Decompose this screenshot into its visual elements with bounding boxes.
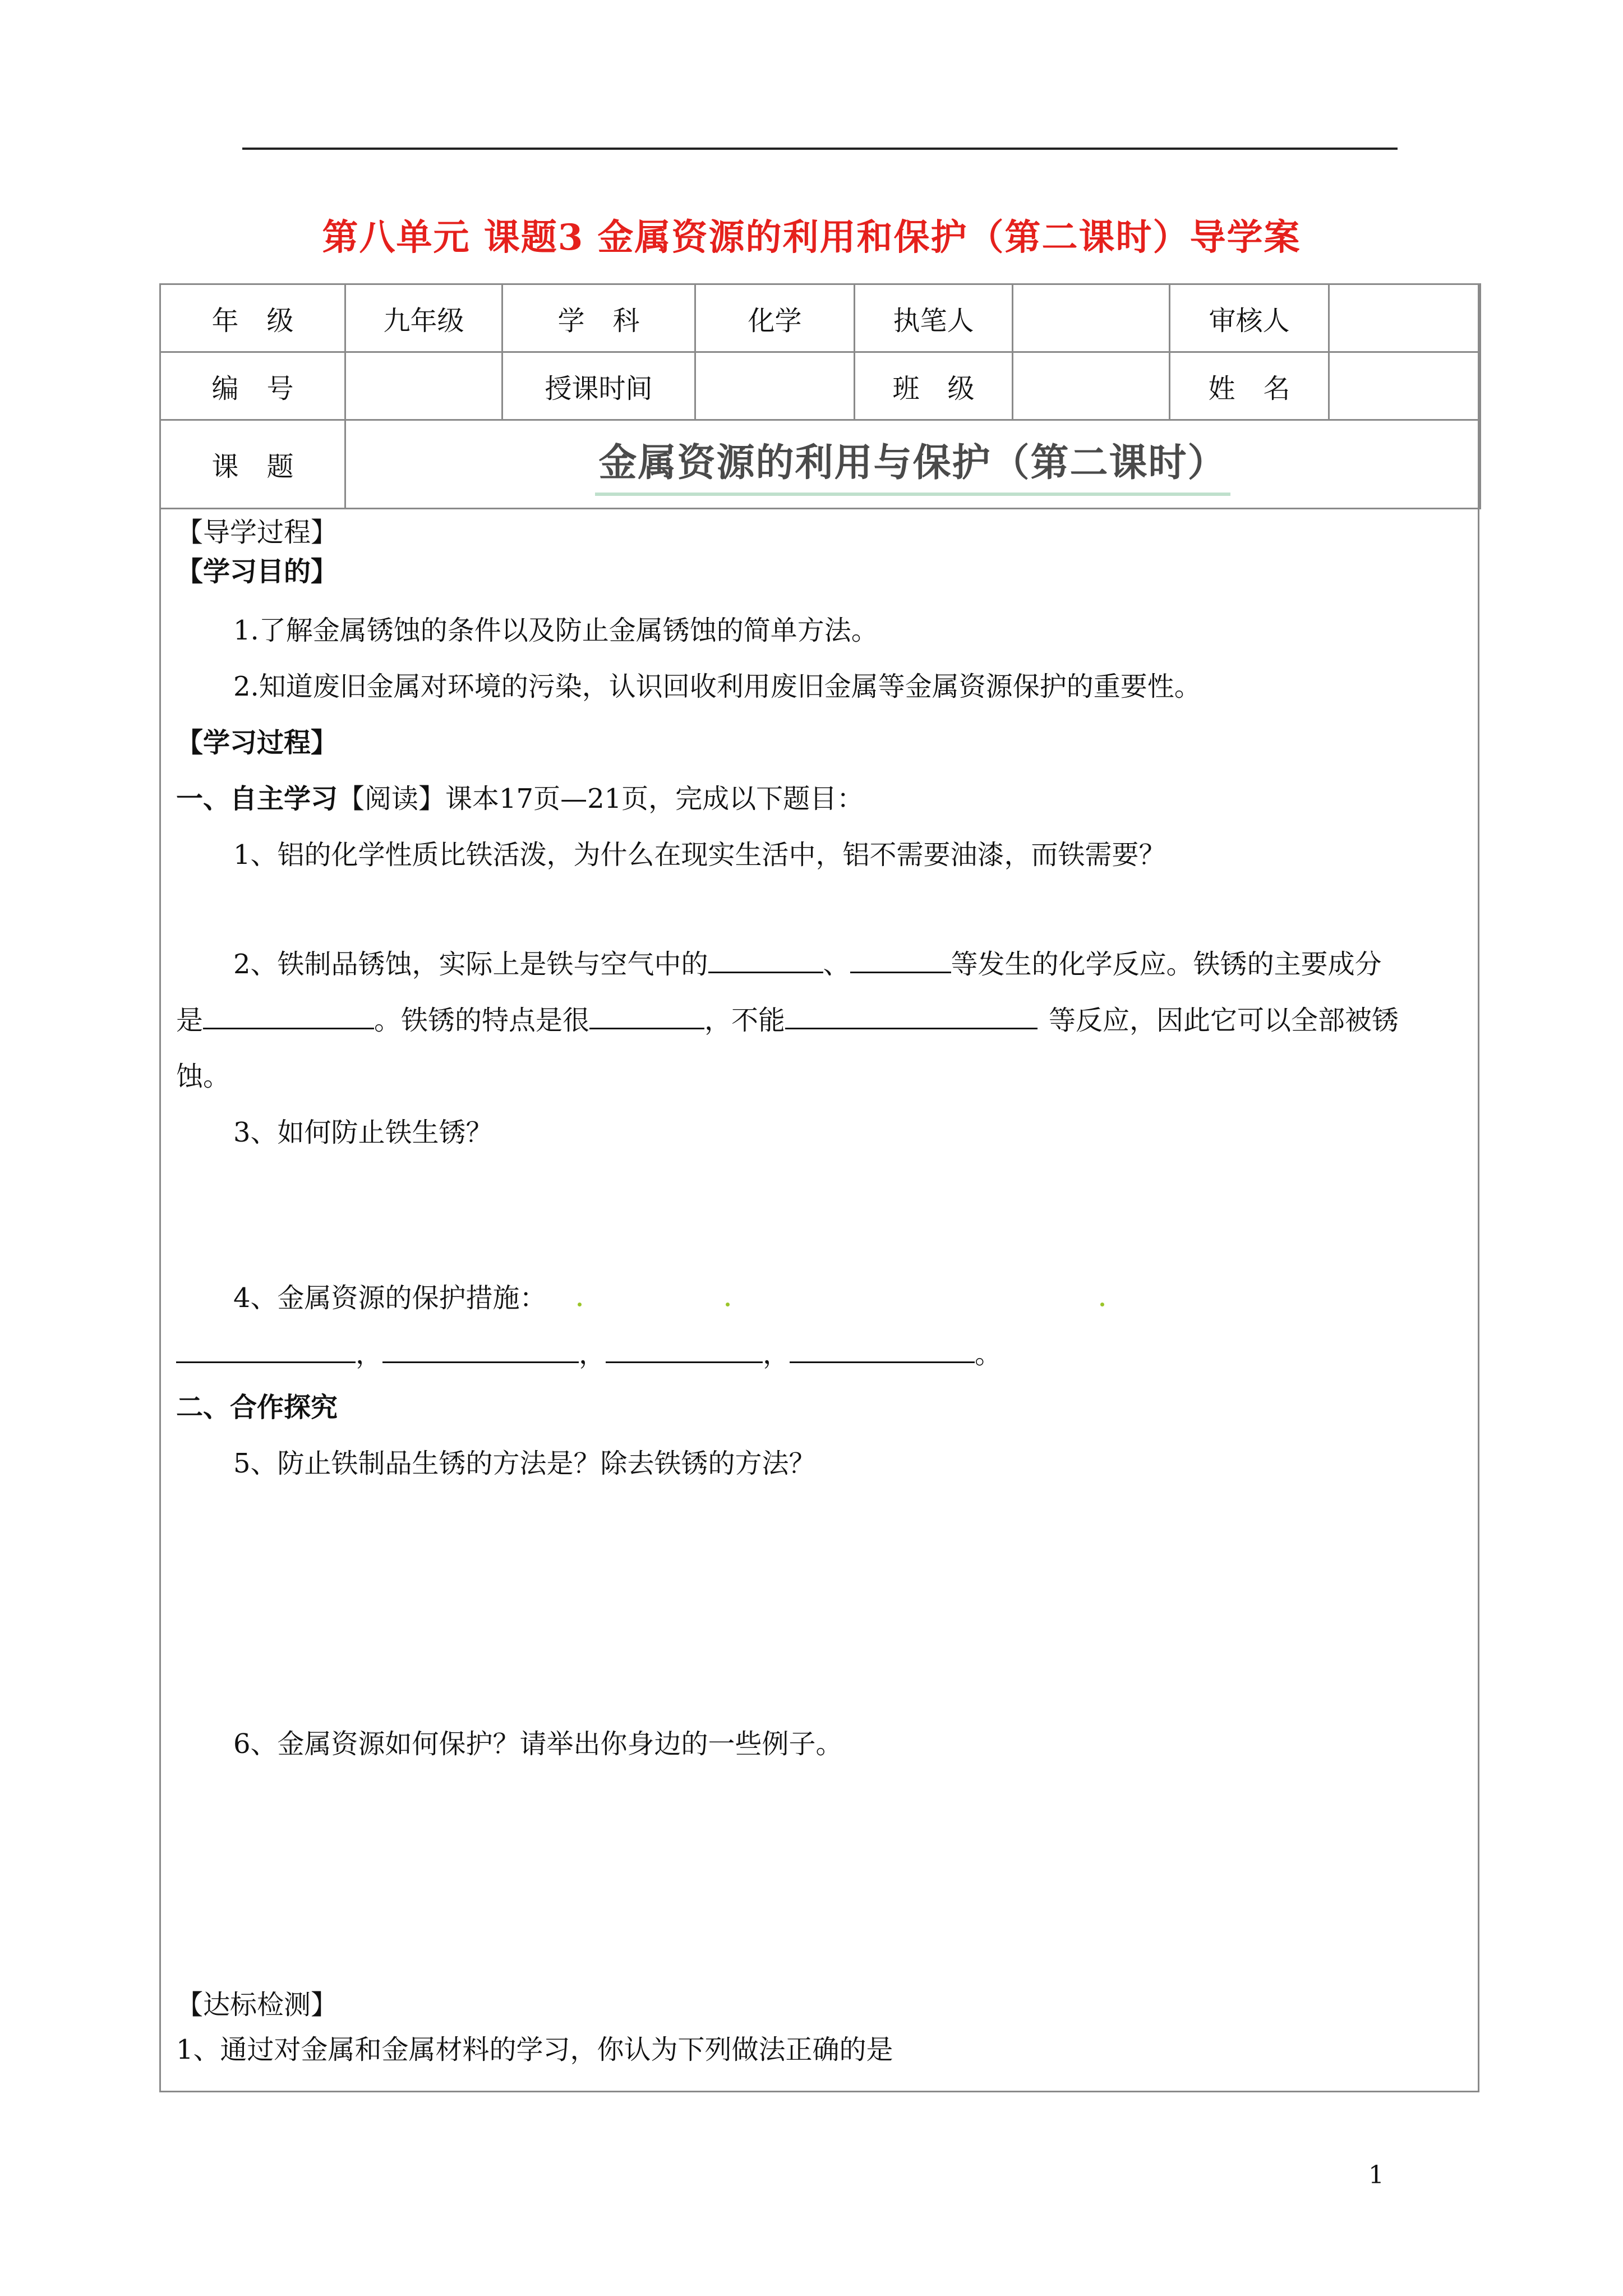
reviewer-value	[1329, 284, 1481, 352]
time-value	[695, 352, 855, 420]
stray-dot	[1100, 1303, 1104, 1306]
grade-value: 九年级	[345, 284, 502, 352]
answer-blank[interactable]	[790, 1335, 975, 1363]
answer-blank[interactable]	[176, 1335, 356, 1363]
topic-value	[345, 420, 1481, 509]
header-rule	[242, 148, 1398, 150]
question-6: 6、金属资源如何保护？请举出你身边的一些例子。	[233, 1728, 843, 1760]
subject-label: 学科	[502, 284, 695, 352]
q2-text-f: ，不能	[704, 1005, 786, 1036]
answer-blank[interactable]	[785, 1001, 1038, 1029]
question-4: 4、金属资源的保护措施：	[233, 1282, 547, 1314]
stray-dot	[726, 1303, 730, 1306]
document-title: 第八单元 课题3 金属资源的利用和保护（第二课时）导学案	[322, 217, 1301, 259]
answer-blank[interactable]	[589, 1001, 704, 1029]
question-5: 5、防止铁制品生锈的方法是？除去铁锈的方法？	[233, 1448, 816, 1479]
answer-blank[interactable]	[203, 1001, 374, 1029]
table-row	[160, 420, 1481, 509]
stray-dot	[578, 1303, 582, 1306]
name-value	[1329, 352, 1481, 420]
subject-value: 化学	[695, 284, 855, 352]
goal-2: 2.知道废旧金属对环境的污染，认识回收利用废旧金属等金属资源保护的重要性。	[233, 671, 1201, 702]
process-heading: 【学习过程】	[176, 727, 338, 758]
q2-text-b: 、	[823, 949, 850, 980]
page-number: 1	[1368, 2161, 1384, 2189]
q2-text-g: 等反应，因此它可以全部被锈	[1049, 1005, 1399, 1036]
info-table	[159, 283, 1481, 509]
table-row	[160, 352, 1481, 420]
class-label: 班级	[855, 352, 1013, 420]
q2-text-e: 。铁锈的特点是很	[374, 1005, 590, 1036]
table-row	[160, 284, 1481, 352]
question-2-line-3: 蚀。	[176, 1061, 230, 1092]
section-1	[176, 777, 864, 816]
q4-comma: ，	[579, 1338, 606, 1370]
answer-blank[interactable]	[382, 1335, 579, 1363]
guide-heading: 【导学过程】	[176, 517, 338, 548]
q2-text-d: 是	[176, 1005, 204, 1036]
q4-comma: ，	[763, 1338, 790, 1370]
question-4-blanks	[176, 1332, 1002, 1371]
section-1-title: 一、自主学习	[176, 783, 338, 815]
q4-comma: ，	[356, 1338, 383, 1370]
class-value	[1013, 352, 1170, 420]
goal-1: 1.了解金属锈蚀的条件以及防止金属锈蚀的简单方法。	[233, 615, 878, 646]
section-1-instruction: 【阅读】课本17页—21页，完成以下题目：	[338, 783, 864, 815]
question-3: 3、如何防止铁生锈？	[233, 1117, 493, 1148]
number-value	[345, 352, 502, 420]
time-label: 授课时间	[502, 352, 695, 420]
q2-text-c: 等发生的化学反应。铁锈的主要成分	[951, 949, 1382, 980]
reviewer-label: 审核人	[1170, 284, 1329, 352]
author-value	[1013, 284, 1170, 352]
question-2-line-2	[176, 999, 1399, 1037]
topic-label: 课题	[160, 420, 345, 509]
check-question-1: 1、通过对金属和金属材料的学习，你认为下列做法正确的是	[176, 2034, 893, 2065]
worksheet-frame	[159, 283, 1479, 2092]
number-label: 编号	[160, 352, 345, 420]
q4-period: 。	[975, 1338, 1002, 1370]
grade-label: 年级	[160, 284, 345, 352]
topic-title: 金属资源的利用与保护（第二课时）	[595, 432, 1230, 496]
question-1: 1、铝的化学性质比铁活泼，为什么在现实生活中，铝不需要油漆，而铁需要？	[233, 839, 1166, 871]
answer-blank[interactable]	[606, 1335, 763, 1363]
question-2-line-1	[233, 942, 1382, 981]
answer-blank[interactable]	[850, 945, 951, 973]
author-label: 执笔人	[855, 284, 1013, 352]
check-heading: 【达标检测】	[176, 1989, 338, 2021]
goals-heading: 【学习目的】	[176, 556, 338, 587]
section-2-title: 二、合作探究	[176, 1392, 338, 1423]
q2-text-a: 2、铁制品锈蚀，实际上是铁与空气中的	[233, 949, 708, 980]
name-label: 姓名	[1170, 352, 1329, 420]
answer-blank[interactable]	[708, 945, 823, 973]
